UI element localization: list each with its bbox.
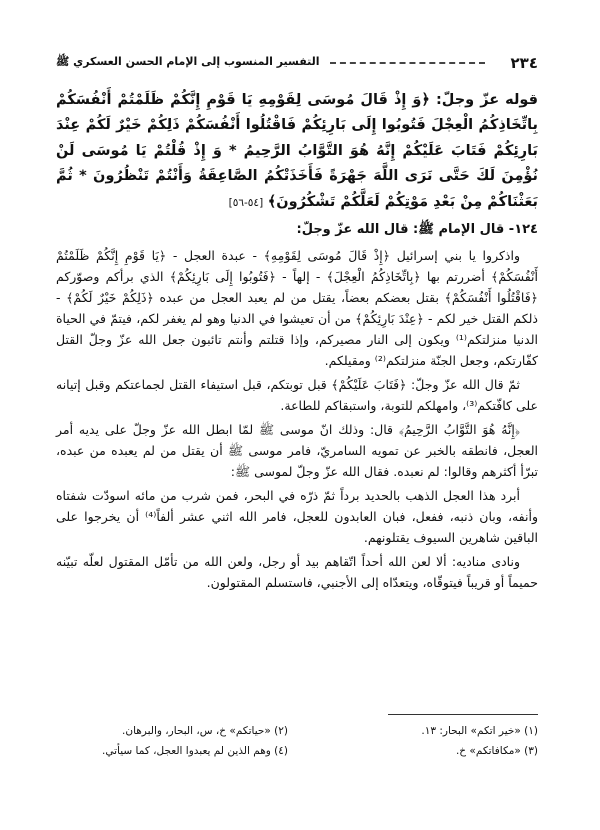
commentary-paragraph: ﴿إِنَّهُ هُوَ التَّوَّابُ الرَّحِيمُ﴾ قال: وذلك انّ موسى ﷺ لمّا ابطل الله عزّ وجلّ على يديه أمر العجل، فانطقه بالخبر عن تمويه السامريّ، فامر موسى ﷺ أن يقتل من لم يعبده من عبده، تبرّأ أكثرهم وقالوا: لم نعبده. فقال الله عزّ وجلّ لموسى ﷺ:: [56, 421, 538, 479]
section-heading: ١٢٤- قال الإمام ﷺ: قال الله عزّ وجلّ:: [296, 221, 538, 237]
header-dashed-rule: [330, 62, 485, 64]
footnotes: [56, 722, 538, 762]
verse-reference: [٥٤-٥٦]: [228, 196, 264, 209]
running-title: التفسير المنسوب إلى الإمام الحسن العسكري ﷺ: [56, 55, 320, 68]
verse-text: قوله عزّ وجلّ: ﴿وَ إِذْ قَالَ مُوسَى لِقَوْمِهِ يَا قَوْمِ إِنَّكُمْ ظَلَمْتُمْ أَنْفُسَكُمْ بِاتِّخَاذِكُمُ الْعِجْلَ فَتُوبُوا إِلَى بَارِئِكُمْ فَاقْتُلُوا أَنْفُسَكُمْ ذَلِكُمْ خَيْرٌ لَكُمْ عِنْدَ بَارِئِكُمْ فَتَابَ عَلَيْكُمْ إِنَّهُ هُوَ التَّوَّابُ الرَّحِيمُ * وَ إِذْ قُلْتُمْ يَا مُوسَى لَنْ نُؤْمِنَ لَكَ حَتَّى نَرَى اللَّهَ جَهْرَةً فَأَخَذَتْكُمُ الصَّاعِقَةُ وَأَنْتُمْ تَنْظُرُونَ * ثُمَّ بَعَثْنَاكُمْ مِنْ بَعْدِ مَوْتِكُمْ لَعَلَّكُمْ تَشْكُرُونَ﴾: [56, 92, 538, 210]
page-number: ٢٣٤: [510, 54, 538, 72]
running-header: [56, 54, 538, 72]
footnote-3: (٣) «مكافاتكم» خ.: [455, 744, 538, 757]
commentary-paragraph: ثمّ قال الله عزّ وجلّ: ﴿فَتَابَ عَلَيْكُمْ﴾ قبل توبتكم، قبل استيفاء القتل لجماعتكم وقبل إتيانه على كافّتكم⁽³⁾، وامهلكم للتوبة، واستبقاكم للطاعة.: [56, 376, 538, 413]
commentary-paragraph: أبرد هذا العجل الذهب بالحديد برداً ثمّ ذرّه في البحر، فمن شرب من مائه اسودّت شفتاه وأنفه، وبان ذنبه، ففعل، فبان العابدون للعجل، فامر الله اثني عشر ألفاً⁽⁴⁾ أن يخرجوا على الباقين شاهرين السيوف يقتلونهم.: [56, 487, 538, 545]
commentary-paragraph: واذكروا يا بني إسرائيل ﴿إِذْ قَالَ مُوسَى لِقَوْمِهِ﴾ - عبدة العجل - ﴿يَا قَوْمِ إِنَّكُمْ ظَلَمْتُمْ أَنْفُسَكُمْ﴾ أضررتم بها ﴿بِاتِّخَاذِكُمُ الْعِجْلَ﴾ - إلهاً - ﴿فَتُوبُوا إِلَى بَارِئِكُمْ﴾ الذي برأكم وصوّركم ﴿فَاقْتُلُوا أَنْفُسَكُمْ﴾ بقتل بعضكم بعضاً، يقتل من لم يعبد العجل من عبده ﴿ذَلِكُمْ خَيْرٌ لَكُمْ﴾ - ذلكم القتل خير لكم - ﴿عِنْدَ بَارِئِكُمْ﴾ من أن تعيشوا في الدنيا وهو لم يغفر لكم، فيتمّ في الحياة الدنيا منزلتكم⁽¹⁾ ويكون إلى النار مصيركم، وإذا قتلتم وأنتم تائبون جعل الله عزّ وجلّ القتل كفّارتكم، وجعل الجنّة منزلتكم⁽²⁾ ومقيلكم.: [56, 247, 538, 368]
footnote-1: (١) «خير اتكم» البحار: ١٣.: [421, 725, 538, 737]
commentary-paragraph: ونادى مناديه: ألا لعن الله أحداً اتّقاهم بيد أو رجل، ولعن الله من تأمّل المقتول لعلّه تبيّنه حميماً أو قريباً فيتوقّاه، ويتعدّاه إلى الأجنبي، فاستسلم المقتولون.: [56, 553, 538, 590]
footnote-2: (٢) «حياتكم» خ، س، البحار، والبرهان.: [122, 725, 288, 737]
main-text: [56, 88, 538, 596]
footnote-separator: [388, 714, 538, 715]
footnote-4: (٤) وهم الذين لم يعبدوا العجل، كما سيأتي.: [102, 744, 288, 757]
quran-verse-block: [56, 88, 538, 215]
